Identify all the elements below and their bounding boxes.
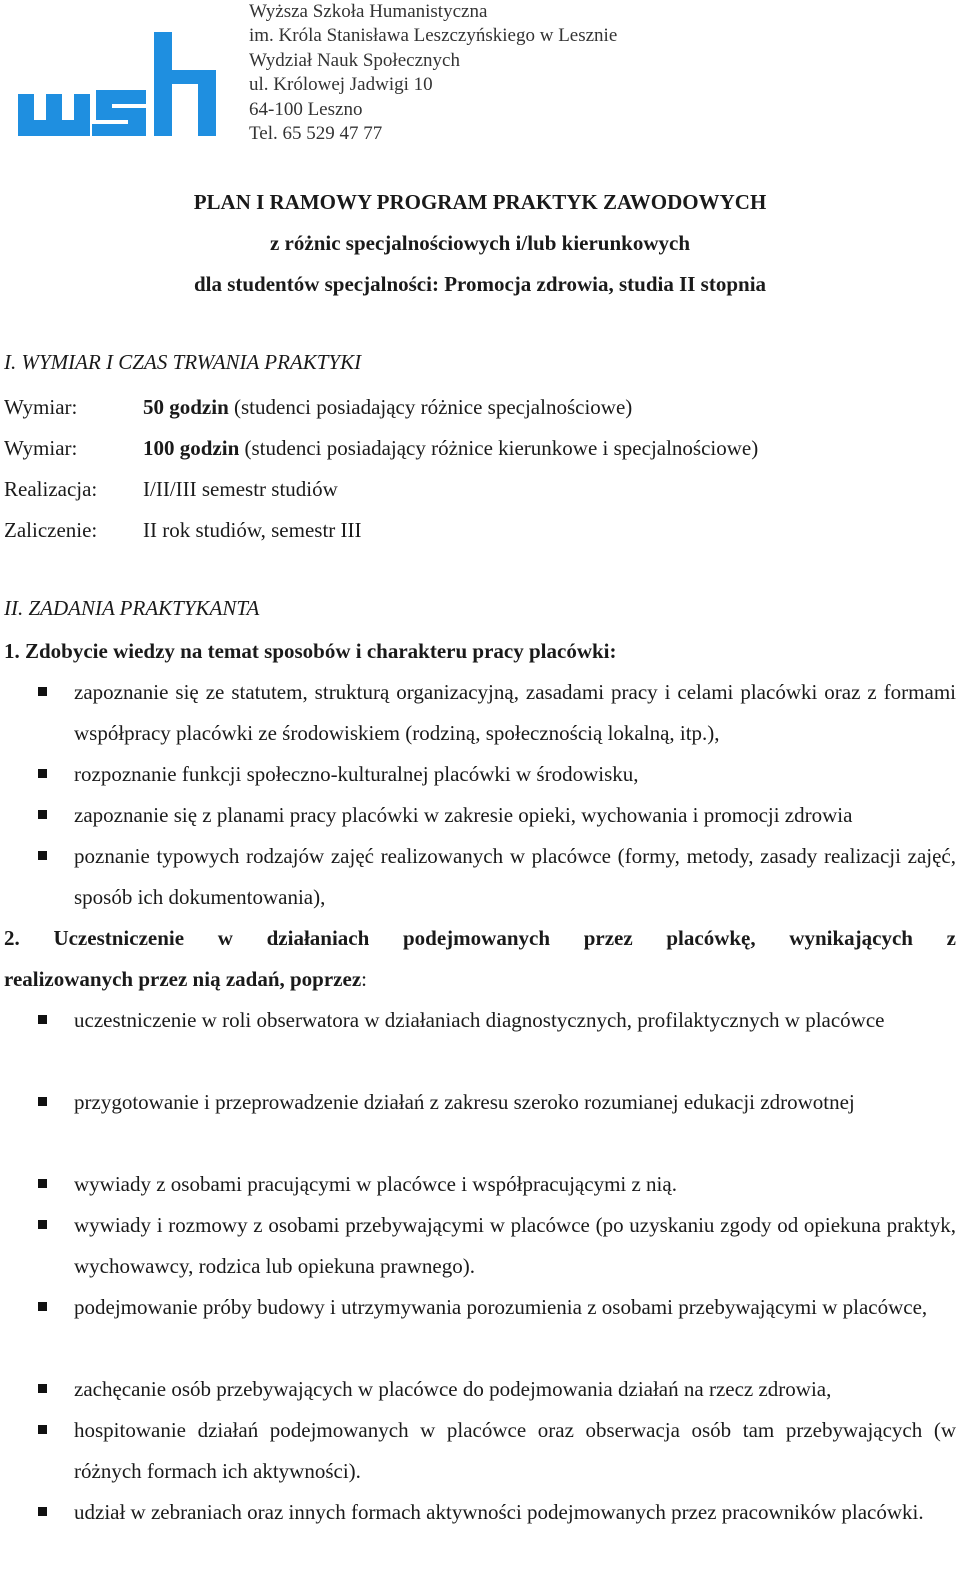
address-line: Wyższa Szkoła Humanistyczna bbox=[249, 1, 488, 22]
row-label: Wymiar: bbox=[4, 395, 78, 419]
list-item: przygotowanie i przeprowadzenie działań z zakresu szeroko rozumianej edukacji zdrowotnej bbox=[74, 1090, 855, 1114]
section-2-heading: II. ZADANIA PRAKTYKANTA bbox=[4, 596, 260, 620]
row-label: Realizacja: bbox=[4, 477, 98, 501]
address-line: 64-100 Leszno bbox=[249, 98, 363, 120]
point-2-title-colon: : bbox=[361, 967, 367, 991]
list-item: uczestniczenie w roli obserwatora w działaniach diagnostycznych, profilaktycznych w placówce bbox=[74, 1008, 885, 1032]
bullet-icon bbox=[38, 1220, 47, 1229]
bullet-icon bbox=[38, 1015, 47, 1024]
row-value: (studenci posiadający różnice kierunkowe i specjalnościowe) bbox=[239, 436, 759, 460]
bullet-icon bbox=[38, 1507, 47, 1516]
document-title bbox=[0, 186, 960, 309]
row-label: Wymiar: bbox=[4, 436, 78, 460]
bullet-icon bbox=[38, 851, 47, 860]
bullet-icon bbox=[38, 810, 47, 819]
bullet-icon bbox=[38, 1384, 47, 1393]
row-value: II rok studiów, semestr III bbox=[143, 518, 362, 542]
row-label: Zaliczenie: bbox=[4, 518, 98, 542]
address-line: im. Króla Stanisława Leszczyńskiego w Lesznie bbox=[249, 25, 618, 47]
list-item: poznanie typowych rodzajów zajęć realizowanych w placówce (formy, metody, zasady realizacji zajęć, sposób ich dokumentowania), bbox=[74, 844, 956, 909]
point-1-title: 1. Zdobycie wiedzy na temat sposobów i charakteru pracy placówki: bbox=[4, 639, 617, 663]
wsh-logo bbox=[16, 32, 222, 142]
section-1-heading: I. WYMIAR I CZAS TRWANIA PRAKTYKI bbox=[4, 350, 362, 374]
list-item: zapoznanie się ze statutem, strukturą organizacyjną, zasadami pracy i celami placówki oraz z formami współpracy placówki ze środowiskiem (rodziną, społecznością lokalną, itp.), bbox=[74, 680, 956, 745]
point-2-title-line-2: realizowanych przez nią zadań, poprzez bbox=[4, 967, 362, 991]
point-2-title-line-1: 2. Uczestniczenie w działaniach podejmowanych przez placówkę, wynikających z bbox=[4, 926, 956, 950]
point-2-title bbox=[4, 918, 956, 1000]
info-row-realizacja bbox=[4, 474, 338, 504]
title-line-1: PLAN I RAMOWY PROGRAM PRAKTYK ZAWODOWYCH bbox=[193, 190, 767, 214]
row-value-bold: 50 godzin bbox=[143, 395, 229, 419]
list-item: wywiady z osobami pracującymi w placówce i współpracującymi z nią. bbox=[74, 1172, 677, 1196]
title-line-3: dla studentów specjalności: Promocja zdrowia, studia II stopnia bbox=[193, 272, 767, 296]
list-item: podejmowanie próby budowy i utrzymywania porozumienia z osobami przebywającymi w placówce, bbox=[74, 1295, 928, 1319]
address-line: Wydział Nauk Społecznych bbox=[249, 49, 460, 71]
list-item: udział w zebraniach oraz innych formach aktywności podejmowanych przez pracowników placówki. bbox=[74, 1500, 924, 1524]
row-value-bold: 100 godzin bbox=[143, 436, 240, 460]
bullet-icon bbox=[38, 769, 47, 778]
address-line: Tel. 65 529 47 77 bbox=[249, 123, 383, 145]
list-item: rozpoznanie funkcji społeczno-kulturalnej placówki w środowisku, bbox=[74, 762, 639, 786]
bullet-icon bbox=[38, 1425, 47, 1434]
info-row-wymiar-100 bbox=[4, 433, 758, 463]
row-value: (studenci posiadający różnice specjalnościowe) bbox=[228, 395, 633, 419]
institution-address bbox=[249, 0, 617, 146]
bullet-icon bbox=[38, 687, 47, 696]
bullet-icon bbox=[38, 1302, 47, 1311]
info-row-zaliczenie bbox=[4, 515, 362, 545]
address-line: ul. Królowej Jadwigi 10 bbox=[249, 74, 433, 96]
row-value: I/II/III semestr studiów bbox=[143, 477, 338, 501]
list-item: zachęcanie osób przebywających w placówce do podejmowania działań na rzecz zdrowia, bbox=[74, 1377, 832, 1401]
bullet-icon bbox=[38, 1097, 47, 1106]
list-item: hospitowanie działań podejmowanych w placówce oraz obserwacja osób tam przebywających (w różnych formach ich aktywności). bbox=[74, 1418, 956, 1483]
bullet-icon bbox=[38, 1179, 47, 1188]
info-row-wymiar-50 bbox=[4, 392, 632, 422]
list-item: zapoznanie się z planami pracy placówki w zakresie opieki, wychowania i promocji zdrowia bbox=[74, 803, 853, 827]
title-line-2: z różnic specjalnościowych i/lub kierunkowych bbox=[269, 231, 690, 255]
list-item: wywiady i rozmowy z osobami przebywającymi w placówce (po uzyskaniu zgody od opiekuna praktyk, wychowawcy, rodzica lub opiekuna prawnego). bbox=[74, 1213, 956, 1278]
